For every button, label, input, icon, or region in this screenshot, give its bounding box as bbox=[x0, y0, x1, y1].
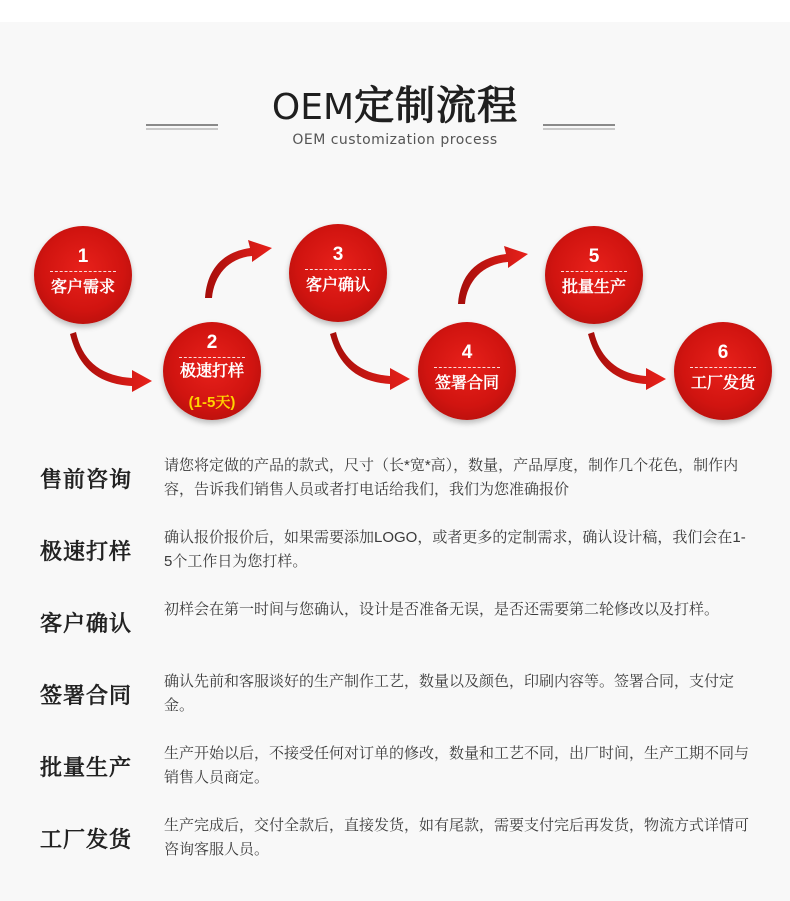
detail-text: 确认报价报价后，如果需要添加LOGO，或者更多的定制需求，确认设计稿，我们会在1-5个工作日为您打样。 bbox=[164, 529, 746, 570]
detail-text: 生产开始以后，不接受任何对订单的修改，数量和工艺不同，出厂时间，生产工期不同与销售人员商定。 bbox=[164, 745, 750, 786]
detail-row bbox=[0, 736, 790, 796]
step-label: 客户确认 bbox=[305, 277, 370, 294]
arrow-1-to-2 bbox=[70, 332, 152, 392]
detail-title: 批量生产 bbox=[40, 754, 133, 780]
detail-text: 确认先前和客服谈好的生产制作工艺，数量以及颜色，印刷内容等。签署合同，支付定金。 bbox=[164, 673, 735, 714]
detail-row bbox=[0, 808, 790, 868]
detail-row bbox=[0, 592, 790, 652]
detail-title: 客户确认 bbox=[40, 610, 133, 636]
step-label: 工厂发货 bbox=[690, 375, 755, 392]
arrow-2-to-3 bbox=[205, 240, 272, 298]
detail-title: 签署合同 bbox=[40, 682, 133, 708]
detail-text: 初样会在第一时间与您确认，设计是否准备无误，是否还需要第二轮修改以及打样。 bbox=[164, 601, 720, 618]
arrow-5-to-6 bbox=[588, 332, 666, 390]
step-circle-2 bbox=[163, 322, 261, 420]
detail-row bbox=[0, 664, 790, 724]
step-number: 4 bbox=[461, 342, 473, 363]
detail-title: 售前咨询 bbox=[40, 466, 133, 492]
title-en: OEM bbox=[271, 87, 355, 128]
step-label: 客户需求 bbox=[50, 279, 115, 296]
step-label: 极速打样 bbox=[179, 363, 244, 380]
step-number: 1 bbox=[77, 246, 89, 267]
arrow-3-to-4 bbox=[330, 332, 410, 390]
detail-text: 请您将定做的产品的款式，尺寸（长*宽*高），数量，产品厚度，制作几个花色，制作内容，告诉我们销售人员或者打电话给我们，我们为您准确报价 bbox=[164, 457, 739, 498]
detail-title: 极速打样 bbox=[40, 538, 133, 564]
arrow-4-to-5 bbox=[458, 246, 528, 304]
detail-text: 生产完成后，交付全款后，直接发货，如有尾款，需要支付完后再发货，物流方式详情可咨询客服人员。 bbox=[164, 817, 750, 858]
step-circle-1 bbox=[34, 226, 132, 324]
step-circle-5 bbox=[545, 226, 643, 324]
step-number: 5 bbox=[588, 246, 600, 267]
step-label: 签署合同 bbox=[434, 375, 499, 392]
step-number: 2 bbox=[206, 332, 218, 353]
page-subtitle: OEM customization process bbox=[292, 132, 498, 148]
step-circle-4 bbox=[418, 322, 516, 420]
step-label: 批量生产 bbox=[561, 279, 626, 296]
title-cn: 定制流程 bbox=[354, 84, 519, 128]
detail-row bbox=[0, 520, 790, 580]
detail-title: 工厂发货 bbox=[40, 826, 133, 852]
step-sublabel: (1-5天) bbox=[188, 394, 236, 411]
step-circle-6 bbox=[674, 322, 772, 420]
detail-row bbox=[0, 448, 790, 508]
step-number: 3 bbox=[332, 244, 344, 265]
flow-arrows bbox=[0, 0, 790, 440]
step-circle-3 bbox=[289, 224, 387, 322]
step-number: 6 bbox=[717, 342, 729, 363]
